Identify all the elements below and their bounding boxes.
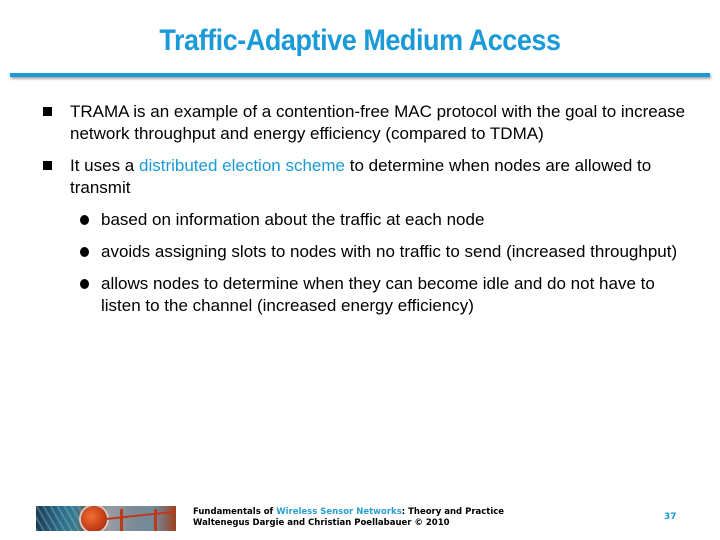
sub-bullet-item [40,273,690,317]
round-bullet-icon [80,279,89,289]
page-number: 37 [664,512,677,522]
square-bullet-icon [43,107,52,116]
highlighted-term: distributed election scheme [138,156,345,175]
footer-line-1: Fundamentals of Wireless Sensor Networks: Theory and Practice [193,507,505,517]
bullet-item [40,101,690,145]
slide-body [40,101,690,327]
footer-credits [193,507,504,529]
sub-bullet-item [40,241,690,263]
sub-bullet-text: based on information about the traffic at each node [101,210,485,229]
round-bullet-icon [80,215,89,225]
slide-title: Traffic-Adaptive Medium Access [159,24,561,57]
bullet-text-before: It uses a [70,156,139,175]
title-divider [10,73,710,77]
footer-line-2: Waltenegus Dargie and Christian Poellabauer © 2010 [193,518,450,528]
book-cover-banner-icon [36,506,176,531]
sub-bullet-item [40,209,690,231]
bullet-text-after: to determine when nodes are allowed to transmit [70,156,652,197]
square-bullet-icon [43,161,52,170]
book-title-highlight: Wireless Sensor Networks [276,507,402,517]
round-bullet-icon [80,247,89,257]
sub-bullet-text: avoids assigning slots to nodes with no traffic to send (increased throughput) [101,242,678,261]
sub-bullet-text: allows nodes to determine when they can become idle and do not have to listen to the channel (increased energy efficiency) [101,274,655,315]
bullet-text: TRAMA is an example of a contention-free MAC protocol with the goal to increase network throughput and energy efficiency (compared to TDMA) [70,102,686,143]
bullet-item [40,155,690,199]
